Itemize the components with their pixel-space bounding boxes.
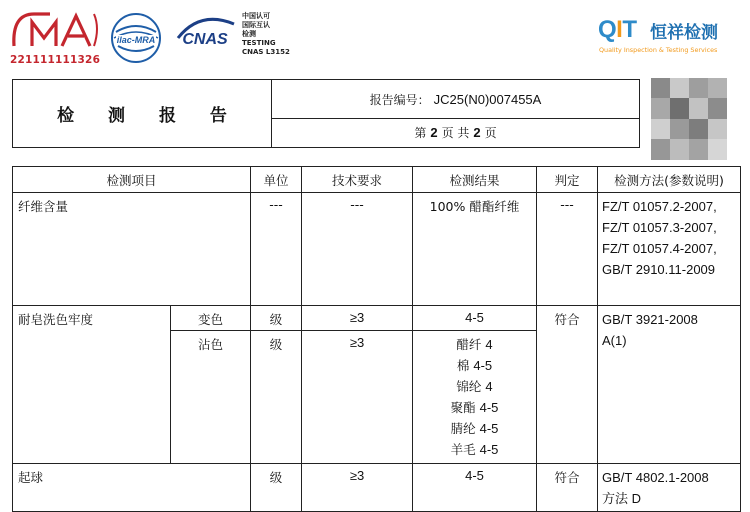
- report-number: [272, 80, 639, 119]
- header-item: 检测项目: [13, 167, 251, 193]
- soap-stain-unit: 级: [251, 331, 302, 464]
- pilling-item: 起球: [13, 464, 251, 512]
- method-line: GB/T 4802.1-2008: [602, 470, 709, 485]
- svg-text:CNAS: CNAS: [182, 31, 228, 48]
- stain-result-line: 醋纤 4: [456, 337, 493, 352]
- stain-result-line: 羊毛 4-5: [450, 442, 499, 457]
- pilling-judgement: 符合: [537, 464, 598, 512]
- stain-result-line: 棉 4-5: [456, 358, 493, 373]
- fiber-requirement: ---: [302, 193, 413, 306]
- cnas-caption: 中国认可 国际互认 检测 TESTING CNAS L3152: [242, 12, 290, 56]
- method-line: GB/T 2910.11-2009: [602, 262, 716, 277]
- fiber-result: 100% 醋酯纤维: [413, 193, 537, 306]
- pilling-methods: [598, 464, 741, 512]
- report-number-value: JC25(N0)007455A: [433, 91, 542, 107]
- page-indicator: 第 2 页 共 2 页: [414, 125, 497, 140]
- soap-change-sub: 变色: [171, 306, 251, 331]
- soap-item: 耐皂洗色牢度: [13, 306, 171, 464]
- cnas-logo-icon: [170, 14, 240, 54]
- cma-mark-icon: [10, 10, 102, 50]
- method-line: FZ/T 01057.4-2007,: [602, 241, 717, 256]
- header-requirement: 技术要求: [302, 167, 413, 193]
- page-current: 2: [430, 125, 438, 140]
- qit-logo: [598, 16, 728, 62]
- fiber-methods: [598, 193, 741, 306]
- table-header-row: [13, 167, 741, 193]
- fiber-judgement: ---: [537, 193, 598, 306]
- qit-mark: QIT: [598, 16, 637, 43]
- qit-name: 恒祥检测: [650, 23, 718, 43]
- pilling-unit: 级: [251, 464, 302, 512]
- method-line: GB/T 3921-2008: [602, 312, 698, 327]
- stain-result-line: 锦纶 4: [456, 379, 493, 394]
- stain-result-line: 聚酯 4-5: [450, 400, 499, 415]
- report-title: 检 测 报 告: [13, 80, 272, 147]
- table-row: [13, 193, 741, 306]
- soap-change-result: 4-5: [413, 306, 537, 331]
- header-method: 检测方法(参数说明): [598, 167, 741, 193]
- header-unit: 单位: [251, 167, 302, 193]
- cma-number: 221111111326: [10, 54, 101, 66]
- pilling-result: 4-5: [413, 464, 537, 512]
- fiber-item: 纤维含量: [13, 193, 251, 306]
- fiber-unit: ---: [251, 193, 302, 306]
- table-row: [13, 464, 741, 512]
- method-line: FZ/T 01057.3-2007,: [602, 220, 717, 235]
- page-total: 2: [473, 125, 481, 140]
- test-results-table: [12, 166, 741, 512]
- report-header: [12, 79, 640, 148]
- soap-stain-results: [413, 331, 537, 464]
- svg-text:ilac-MRA: ilac-MRA: [116, 35, 156, 45]
- ilac-mra-icon: [110, 12, 162, 64]
- cma-logo: [10, 10, 102, 68]
- table-row: [13, 306, 741, 331]
- pilling-requirement: ≥3: [302, 464, 413, 512]
- header-result: 检测结果: [413, 167, 537, 193]
- soap-stain-sub: 沾色: [171, 331, 251, 464]
- soap-stain-requirement: ≥3: [302, 331, 413, 464]
- report-number-label: 报告编号：: [369, 92, 430, 107]
- soap-methods: [598, 306, 741, 464]
- soap-judgement: 符合: [537, 306, 598, 464]
- header-judgement: 判定: [537, 167, 598, 193]
- method-line: 方法 D: [602, 491, 642, 506]
- stain-result-line: 腈纶 4-5: [450, 421, 499, 436]
- method-line: A(1): [602, 333, 627, 348]
- soap-change-requirement: ≥3: [302, 306, 413, 331]
- qr-code-pixelated-icon: [651, 78, 727, 160]
- method-line: FZ/T 01057.2-2007,: [602, 199, 717, 214]
- soap-change-unit: 级: [251, 306, 302, 331]
- qit-tagline: Quality Inspection & Testing Services: [599, 46, 718, 54]
